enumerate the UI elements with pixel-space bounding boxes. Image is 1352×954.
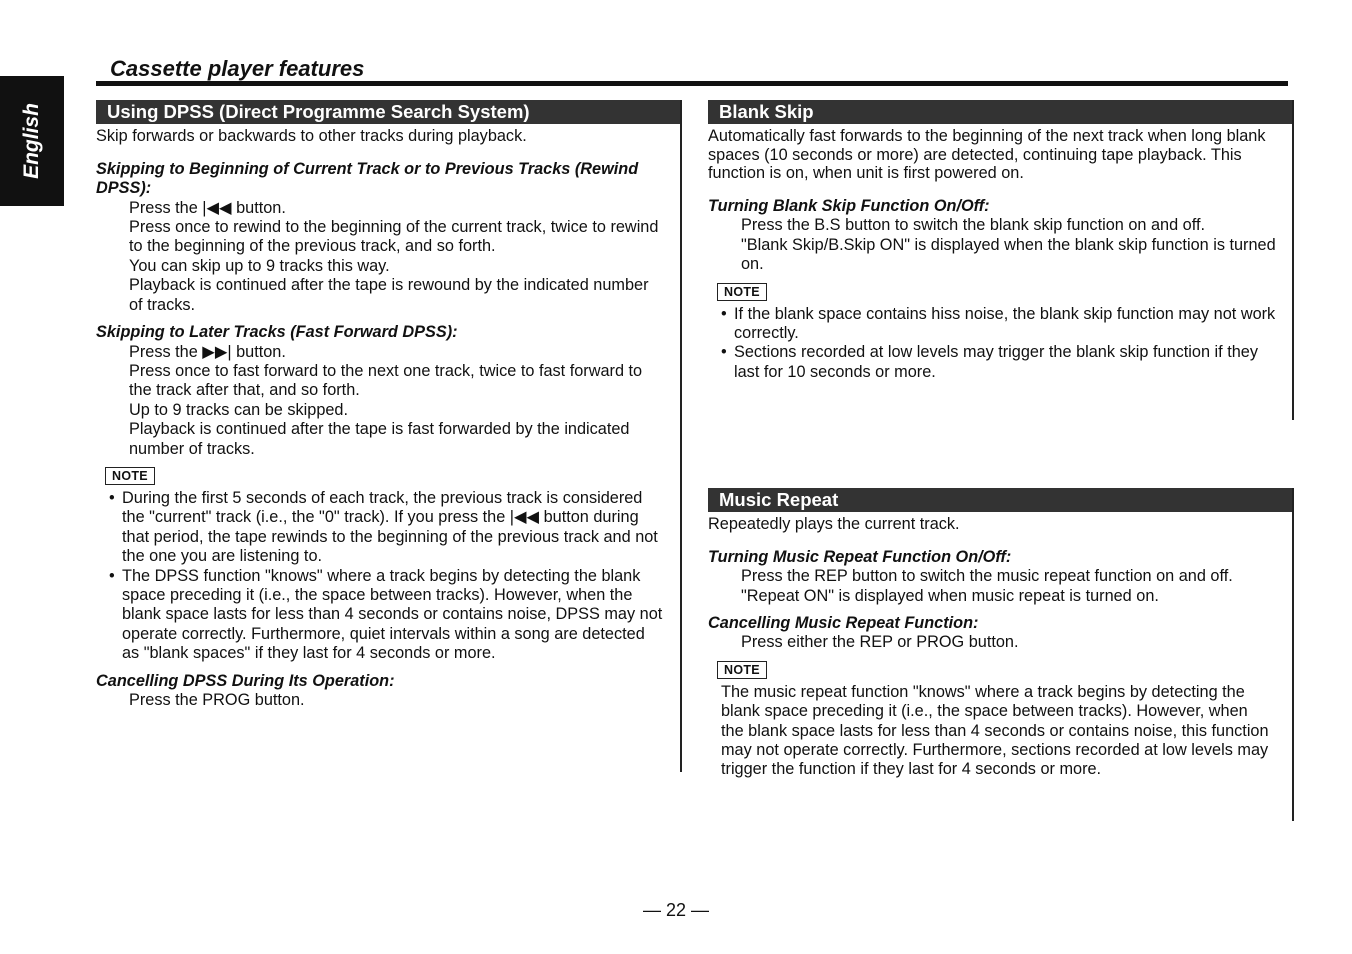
music-repeat-intro: Repeatedly plays the current track.: [708, 515, 960, 533]
forward-line: Press the ▶▶| button.: [129, 342, 286, 361]
dpss-note-list: [96, 489, 680, 664]
blank-skip-intro: Automatically fast forwards to the beginning of the next track when long blank spaces (10 seconds or more) are detected, continuing tape playback. This function is on, when unit is first powered on.: [708, 127, 1266, 183]
music-repeat-note-text: The music repeat function "knows" where a track begins by detecting the blank space preceding it (i.e., the space between tracks). However, when the blank space lasts for less than 4 seconds or contains noise, this function may not operate correctly. Furthermore, sections recorded at low levels may trigger the function if they last for 4 seconds or more.: [721, 682, 1269, 779]
dpss-heading: Using DPSS (Direct Programme Search System): [96, 100, 680, 124]
rewind-dpss-title: Skipping to Beginning of Current Track or to Previous Tracks (Rewind DPSS):: [96, 159, 639, 198]
blank-skip-note-item: • If the blank space contains hiss noise, the blank skip function may not work correctly.: [720, 305, 1278, 344]
forward-dpss-body: [96, 343, 680, 459]
blank-skip-heading: Blank Skip: [708, 100, 1292, 124]
rewind-dpss-body: [96, 199, 680, 315]
rewind-line: Press once to rewind to the beginning of the current track, twice to rewind to the beginning of the previous track, and so forth.: [129, 218, 659, 256]
dpss-note-badge: NOTE: [105, 467, 155, 485]
blank-skip-note-item: • Sections recorded at low levels may trigger the blank skip function if they last for 10 seconds or more.: [720, 343, 1278, 382]
forward-line: Playback is continued after the tape is fast forwarded by the indicated number of tracks.: [129, 420, 630, 458]
blank-skip-note-badge: NOTE: [717, 283, 767, 301]
dpss-note-item: • During the first 5 seconds of each track, the previous track is considered the "current" track (i.e., the "0" track). If you press the |◀◀ button during that period, the tape rewinds to the beginning of the previous track and not the one you are listening to.: [108, 489, 666, 567]
music-repeat-toggle-title: Turning Music Repeat Function On/Off:: [708, 547, 1012, 566]
blank-skip-note-list: [708, 305, 1292, 383]
music-repeat-line: "Repeat ON" is displayed when music repeat is turned on.: [741, 586, 1159, 605]
forward-line: Up to 9 tracks can be skipped.: [129, 400, 349, 419]
music-repeat-cancel-text: Press either the REP or PROG button.: [741, 633, 1019, 652]
rewind-line: Press the |◀◀ button.: [129, 198, 286, 217]
music-repeat-toggle-body: [708, 567, 1292, 606]
dpss-section: [96, 100, 682, 772]
rewind-line: You can skip up to 9 tracks this way.: [129, 256, 390, 275]
forward-line: Press once to fast forward to the next one track, twice to fast forward to the track after that, and so forth.: [129, 361, 643, 400]
page-title: Cassette player features: [110, 56, 365, 81]
page-number: — 22 —: [642, 900, 710, 920]
blank-skip-toggle-title: Turning Blank Skip Function On/Off:: [708, 196, 990, 215]
music-repeat-line: Press the REP button to switch the music repeat function on and off.: [741, 567, 1233, 586]
language-tab-label: English: [20, 103, 43, 179]
music-repeat-section: [708, 488, 1294, 821]
forward-dpss-title: Skipping to Later Tracks (Fast Forward DPSS):: [96, 323, 458, 342]
dpss-intro: Skip forwards or backwards to other tracks during playback.: [96, 127, 527, 145]
dpss-note-item: • The DPSS function "knows" where a track begins by detecting the blank space preceding it (i.e., the space between tracks). However, when the blank space lasts for less than 4 seconds or contains noise, DPSS may not operate correctly. Furthermore, quiet intervals within a song are detected as "blank spaces" if they last for 4 seconds or more.: [108, 567, 666, 664]
title-rule: [96, 81, 1288, 86]
music-repeat-heading: Music Repeat: [708, 488, 1292, 512]
blank-skip-toggle-body: [708, 216, 1292, 274]
language-tab: [0, 76, 64, 206]
music-repeat-note-badge: NOTE: [717, 661, 767, 679]
music-repeat-cancel-title: Cancelling Music Repeat Function:: [708, 613, 979, 632]
rewind-line: Playback is continued after the tape is rewound by the indicated number of tracks.: [129, 276, 649, 314]
cancel-dpss-title: Cancelling DPSS During Its Operation:: [96, 671, 395, 690]
blank-skip-line: Press the B.S button to switch the blank skip function on and off.: [741, 216, 1205, 235]
blank-skip-line: "Blank Skip/B.Skip ON" is displayed when the blank skip function is turned on.: [741, 235, 1276, 274]
blank-skip-section: [708, 100, 1294, 420]
cancel-dpss-text: Press the PROG button.: [129, 691, 305, 710]
